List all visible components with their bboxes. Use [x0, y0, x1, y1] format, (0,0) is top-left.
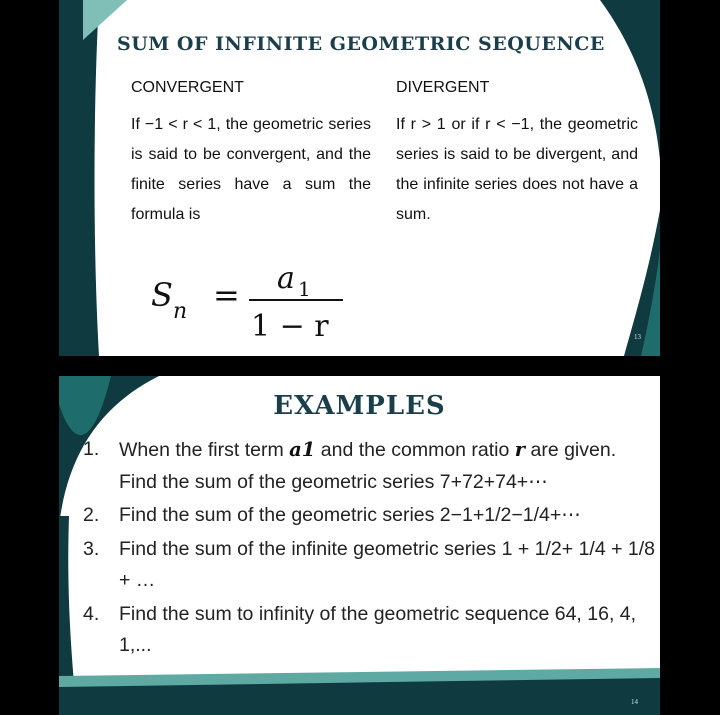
page-number: 13 [634, 333, 641, 341]
slide-title: EXAMPLES [273, 391, 446, 421]
list-item [79, 434, 659, 498]
item-number: 1. [83, 438, 100, 460]
item-text: and the common ratio [315, 439, 515, 461]
list-item [79, 500, 659, 532]
item-number: 4. [83, 602, 100, 625]
formula-lhs: S [151, 276, 173, 314]
item-text: Find the sum of the geometric series 2−1+1/2−1/4+⋯ [119, 504, 581, 526]
formula-lhs-sub: n [173, 299, 188, 324]
page-number: 14 [631, 698, 638, 706]
divergent-heading: DIVERGENT [396, 79, 490, 96]
item-text: When the first term [119, 439, 290, 461]
list-item [79, 599, 659, 662]
examples-list [79, 434, 659, 662]
sum-formula [151, 262, 351, 342]
divergent-text: If r > 1 or if r < −1, the geometric series is said to be divergent, and the infinite series does not have a sum. [396, 116, 638, 223]
variable-r: r [514, 438, 526, 461]
variable-a1: a1 [289, 438, 316, 461]
convergent-heading: CONVERGENT [131, 79, 244, 96]
slide-sum-of-infinite-geometric-sequence [59, 0, 660, 356]
item-number: 3. [83, 537, 100, 560]
formula-denominator: 1 − r [251, 309, 329, 342]
list-item [79, 534, 659, 597]
slide-examples [59, 376, 660, 715]
formula-equals: = [213, 276, 240, 314]
convergent-text: If −1 < r < 1, the geometric series is said to be convergent, and the finite series have a sum the formula is [131, 116, 371, 223]
item-text: are given. Find the sum of the geometric series 7+72+74+⋯ [119, 439, 617, 493]
formula-numerator: a [277, 262, 295, 296]
item-number: 2. [83, 504, 100, 526]
item-text: Find the sum to infinity of the geometric sequence 64, 16, 4, 1,... [119, 602, 637, 656]
slide-title: SUM OF INFINITE GEOMETRIC SEQUENCE [117, 33, 605, 55]
item-text: Find the sum of the infinite geometric series 1 + 1/2+ 1/4 + 1/8 + … [119, 537, 656, 591]
formula-numerator-sub: 1 [298, 277, 311, 301]
